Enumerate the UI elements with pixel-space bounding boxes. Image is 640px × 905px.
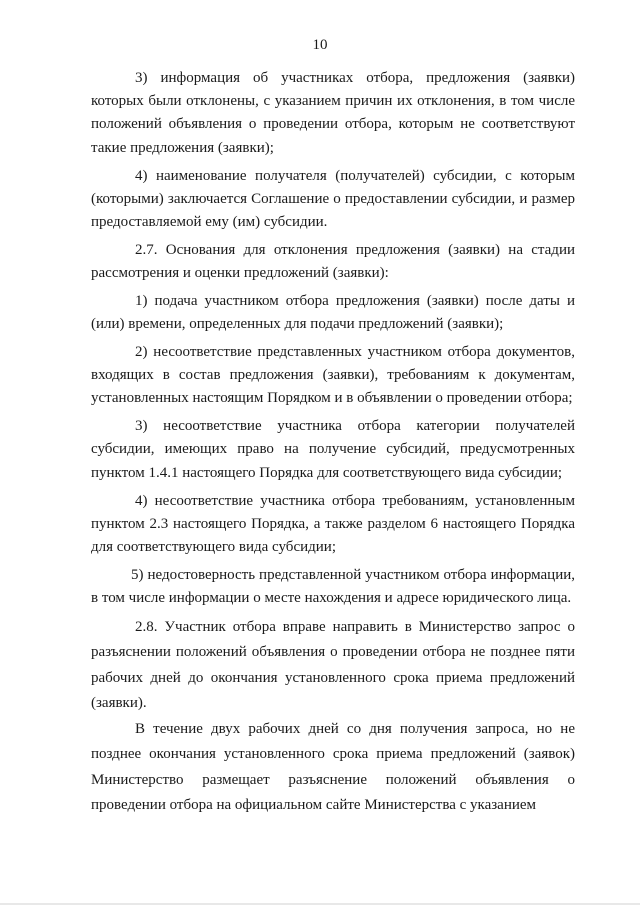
paragraph-clarification: В течение двух рабочих дней со дня получения запроса, но не позднее окончания установленного срока приема предложений (заявок) Министерство размещает разъяснение положений объявления о проведении отбора на официальном сайте Министерства с указанием bbox=[91, 720, 575, 814]
document-body bbox=[91, 67, 575, 819]
paragraph-reason-3: 3) несоответствие участника отбора категории получателей субсидии, имеющих право на получение субсидий, предусмотренных пунктом 1.4.1 настоящего Порядка для соответствующего вида субсидии; bbox=[91, 418, 575, 481]
paragraph-reason-5: 5) недостоверность представленной участником отбора информации, в том числе информации о месте нахождения и адресе юридического лица. bbox=[91, 566, 575, 607]
paragraph-reason-1: 1) подача участником отбора предложения (заявки) после даты и (или) времени, определенных для подачи предложений (заявки); bbox=[91, 292, 575, 333]
paragraph-item-4-recipient: 4) наименование получателя (получателей) субсидии, с которым (которыми) заключается Соглашение о предоставлении субсидии, и размер предоставляемой ему (им) субсидии. bbox=[91, 167, 575, 230]
page-number: 10 bbox=[312, 37, 328, 53]
paragraph-section-2-7: 2.7. Основания для отклонения предложения (заявки) на стадии рассмотрения и оценки предложений (заявки): bbox=[91, 241, 575, 281]
paragraph-item-3-info: 3) информация об участниках отбора, предложения (заявки) которых были отклонены, с указанием причин их отклонения, в том числе положений объявления о проведении отбора, которым не соответствуют такие предложения (заявки); bbox=[91, 70, 575, 156]
paragraph-section-2-8: 2.8. Участник отбора вправе направить в Министерство запрос о разъяснении положений объявления о проведении отбора не позднее пяти рабочих дней до окончания установленного срока приема предложений (заявки). bbox=[91, 618, 575, 712]
paragraph-reason-2: 2) несоответствие представленных участником отбора документов, входящих в состав предложения (заявки), требованиям к документам, установленных настоящим Порядком и в объявлении о проведении отбора; bbox=[91, 343, 575, 407]
paragraph-reason-4: 4) несоответствие участника отбора требованиям, установленным пунктом 2.3 настоящего Порядка, а также разделом 6 настоящего Порядка для соответствующего вида субсидии; bbox=[91, 492, 575, 555]
